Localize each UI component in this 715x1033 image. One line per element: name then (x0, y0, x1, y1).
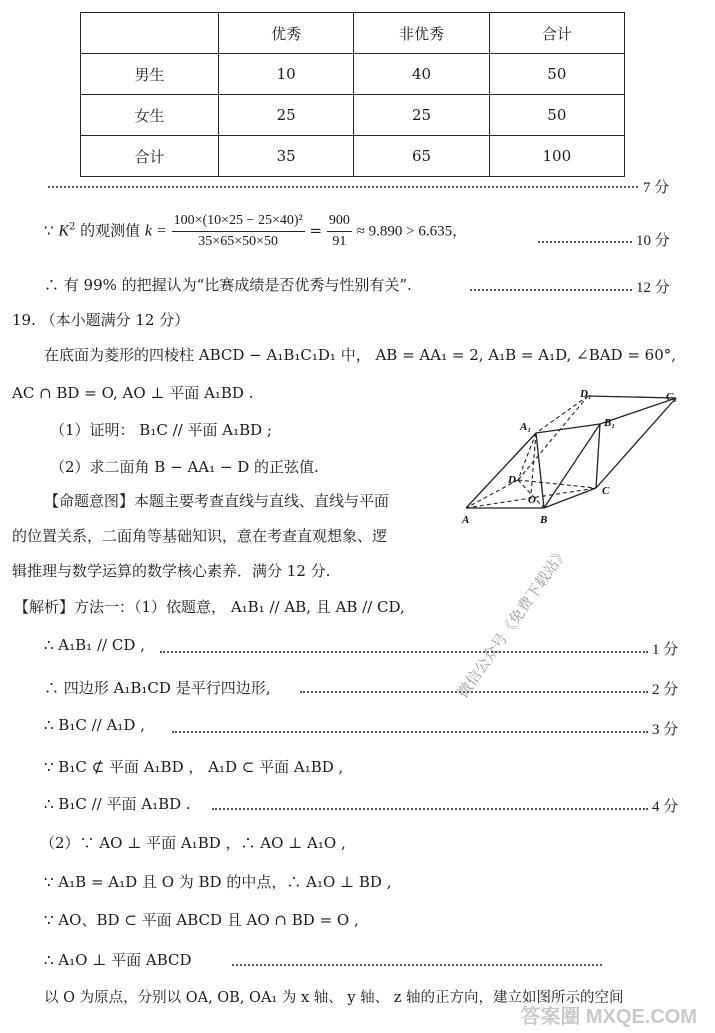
table-header-cell: 优秀 (219, 13, 354, 54)
equals-sign: = (309, 221, 323, 240)
vertex-label: C₁ (666, 391, 678, 403)
table-row (81, 54, 625, 95)
leader-dots (232, 964, 602, 966)
table-cell: 10 (219, 54, 354, 95)
table-cell: 男生 (81, 54, 219, 95)
solution-step: ∴ A₁O ⊥ 平面 ABCD (44, 951, 192, 969)
question-part: （1）证明： B₁C // 平面 A₁BD ; (50, 421, 272, 439)
solution-step: ∴ 四边形 A₁B₁CD 是平行四边形, (44, 679, 271, 697)
solution-last-line: 以 O 为原点，分别以 OA, OB, OA₁ 为 x 轴、 y 轴、 z 轴的正方向，建立如图所示的空间 (44, 990, 624, 1006)
vertex-label: B₁ (604, 417, 616, 429)
solution-step: ∴ B₁C // 平面 A₁BD . (44, 795, 191, 813)
table-cell: 25 (219, 95, 354, 136)
table-cell: 25 (354, 95, 489, 136)
vertex-label: O (528, 494, 536, 506)
question-line: 在底面为菱形的四棱柱 ABCD − A₁B₁C₁D₁ 中， AB = AA₁ = 2, A₁B = A₁D, ∠BAD = 60°, (44, 346, 677, 364)
table-cell: 50 (489, 54, 624, 95)
k-symbol: K (58, 222, 69, 240)
table-cell: 35 (219, 136, 354, 177)
leader-dots (160, 651, 648, 653)
table-header-cell: 非优秀 (354, 13, 489, 54)
leader-dots (48, 186, 638, 188)
intent-line: 的位置关系，二面角等基础知识，意在考查直观想象、逻 (12, 527, 388, 545)
fraction-denominator: 35×65×50×50 (198, 234, 278, 249)
fraction-denominator: 91 (332, 234, 347, 249)
score-label: 2 分 (652, 682, 679, 698)
table-cell: 合计 (81, 136, 219, 177)
vertex-label: B (540, 514, 548, 526)
table-cell: 40 (354, 54, 489, 95)
leader-dots (172, 731, 648, 733)
vertex-label: A₁ (520, 421, 532, 433)
leader-dots (212, 808, 648, 810)
solution-step: ∵ B₁C ⊄ 平面 A₁BD ， A₁D ⊂ 平面 A₁BD , (44, 758, 344, 776)
k2-line (44, 213, 467, 250)
score-label: 7 分 (643, 180, 670, 196)
table-header-row (81, 13, 625, 54)
fraction-numerator: 100×(10×25 − 25×40)² (172, 213, 305, 232)
intent-line: 【命题意图】本题主要考查直线与直线、直线与平面 (44, 492, 390, 510)
table-header-cell (81, 13, 219, 54)
solution-step: ∴ A₁B₁ // CD , (44, 636, 145, 654)
table-row (81, 95, 625, 136)
contingency-table (80, 12, 625, 177)
question-title: 19. （本小题满分 12 分） (12, 311, 190, 329)
leader-dots (470, 289, 632, 291)
vertex-label: D₁ (580, 388, 592, 400)
score-label: 4 分 (652, 799, 679, 815)
solution-step: ∴ B₁C // A₁D , (44, 716, 145, 734)
leader-dots (538, 241, 632, 243)
intent-line: 辑推理与数学运算的数学核心素养．满分 12 分. (12, 562, 331, 580)
k-equals: k = (144, 222, 167, 240)
table-cell: 100 (489, 136, 624, 177)
solution-intro: 【解析】方法一：（1）依题意， A₁B₁ // AB, 且 AB // CD, (14, 598, 405, 616)
because-symbol: ∵ (44, 221, 59, 240)
question-line: AC ∩ BD = O, AO ⊥ 平面 A₁BD . (12, 384, 254, 402)
exponent: 2 (68, 221, 76, 233)
site-logo: 答案圈 MXQE.COM (520, 1006, 697, 1028)
solution-step: ∵ A₁B = A₁D 且 O 为 BD 的中点，∴ A₁O ⊥ BD , (44, 873, 392, 891)
second-fraction (327, 213, 352, 250)
score-label: 12 分 (636, 280, 670, 296)
score-label: 1 分 (652, 642, 679, 658)
table-row (81, 136, 625, 177)
vertex-label: C (602, 485, 610, 497)
table-cell: 50 (489, 95, 624, 136)
table-cell: 65 (354, 136, 489, 177)
table-header-cell: 合计 (489, 13, 624, 54)
k2-label: 的观测值 (75, 221, 145, 240)
conclusion-text: ∴ 有 99% 的把握认为“比赛成绩是否优秀与性别有关”. (44, 276, 412, 294)
score-label: 10 分 (636, 233, 670, 249)
fraction-numerator: 900 (327, 213, 352, 232)
main-fraction (172, 213, 305, 250)
solution-step: ∵ AO、BD ⊂ 平面 ABCD 且 AO ∩ BD = O , (44, 911, 359, 929)
solution-step: （2）∵ AO ⊥ 平面 A₁BD ，∴ AO ⊥ A₁O , (40, 834, 346, 852)
question-part: （2）求二面角 B − AA₁ − D 的正弦值. (50, 458, 319, 476)
vertex-label: A (462, 514, 470, 526)
vertex-label: D (508, 474, 516, 486)
leader-dots (300, 691, 648, 693)
prism-figure (458, 388, 688, 528)
approx-value: ≈ 9.890 > 6.635， (356, 223, 468, 240)
watermark-text: 微信公众号《免费下载站》 (453, 543, 572, 702)
table-cell: 女生 (81, 95, 219, 136)
score-label: 3 分 (652, 722, 679, 738)
